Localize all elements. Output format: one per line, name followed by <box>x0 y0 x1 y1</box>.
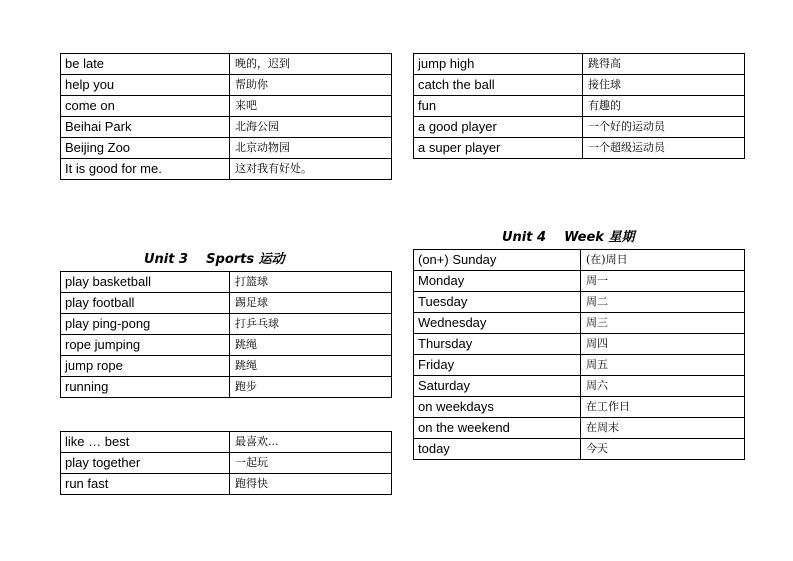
chinese-meaning: 跑步 <box>230 377 392 398</box>
chinese-meaning: 跳得高 <box>583 54 745 75</box>
chinese-meaning: 北海公园 <box>230 117 392 138</box>
unit-4-heading: Unit 4 Week 星期 <box>502 230 635 245</box>
table-row <box>414 397 745 418</box>
english-term: a good player <box>414 117 583 138</box>
table-row <box>61 314 392 335</box>
chinese-meaning: 来吧 <box>230 96 392 117</box>
chinese-meaning: 打乒乓球 <box>230 314 392 335</box>
english-term: catch the ball <box>414 75 583 96</box>
english-term: a super player <box>414 138 583 159</box>
english-term: on the weekend <box>414 418 581 439</box>
unit-3-heading: Unit 3 Sports 运动 <box>144 252 285 267</box>
table-row <box>414 334 745 355</box>
table-row <box>61 432 392 453</box>
table-row <box>414 292 745 313</box>
table-row <box>61 138 392 159</box>
chinese-meaning: 北京动物园 <box>230 138 392 159</box>
chinese-meaning: 踢足球 <box>230 293 392 314</box>
chinese-meaning: 跳绳 <box>230 335 392 356</box>
chinese-meaning: 周四 <box>581 334 745 355</box>
table-row <box>414 439 745 460</box>
chinese-meaning: 周六 <box>581 376 745 397</box>
english-term: Saturday <box>414 376 581 397</box>
chinese-meaning: 打篮球 <box>230 272 392 293</box>
table-row <box>61 272 392 293</box>
table-row <box>61 453 392 474</box>
table-row <box>414 418 745 439</box>
chinese-meaning: 周二 <box>581 292 745 313</box>
table-row <box>414 313 745 334</box>
chinese-meaning: 周三 <box>581 313 745 334</box>
table-row <box>61 96 392 117</box>
vocab-table-sports <box>60 271 392 398</box>
table-row <box>61 356 392 377</box>
table-row <box>414 376 745 397</box>
english-term: jump high <box>414 54 583 75</box>
chinese-meaning: 跳绳 <box>230 356 392 377</box>
english-term: Tuesday <box>414 292 581 313</box>
table-row <box>414 271 745 292</box>
table-row <box>61 293 392 314</box>
table-row <box>61 377 392 398</box>
chinese-meaning: 在工作日 <box>581 397 745 418</box>
english-term: play ping-pong <box>61 314 230 335</box>
english-term: play together <box>61 453 230 474</box>
chinese-meaning: 跑得快 <box>230 474 392 495</box>
table-row <box>414 355 745 376</box>
english-term: rope jumping <box>61 335 230 356</box>
table-row <box>414 138 745 159</box>
vocab-table-bottom-left <box>60 431 392 495</box>
table-row <box>61 75 392 96</box>
english-term: Monday <box>414 271 581 292</box>
table-row <box>414 96 745 117</box>
chinese-meaning: 在周末 <box>581 418 745 439</box>
chinese-meaning: 周一 <box>581 271 745 292</box>
table-row <box>61 335 392 356</box>
english-term: (on+) Sunday <box>414 250 581 271</box>
english-term: on weekdays <box>414 397 581 418</box>
english-term: Wednesday <box>414 313 581 334</box>
table-row <box>414 54 745 75</box>
english-term: help you <box>61 75 230 96</box>
vocab-table-top-left <box>60 53 392 180</box>
english-term: fun <box>414 96 583 117</box>
chinese-meaning: 一个好的运动员 <box>583 117 745 138</box>
chinese-meaning: 最喜欢... <box>230 432 392 453</box>
english-term: jump rope <box>61 356 230 377</box>
english-term: Thursday <box>414 334 581 355</box>
vocab-table-top-right <box>413 53 745 159</box>
table-row <box>61 159 392 180</box>
chinese-meaning: 一起玩 <box>230 453 392 474</box>
english-term: running <box>61 377 230 398</box>
chinese-meaning: 今天 <box>581 439 745 460</box>
english-term: Friday <box>414 355 581 376</box>
chinese-meaning: 这对我有好处。 <box>230 159 392 180</box>
chinese-meaning: 有趣的 <box>583 96 745 117</box>
table-row <box>61 54 392 75</box>
english-term: play football <box>61 293 230 314</box>
chinese-meaning: 接住球 <box>583 75 745 96</box>
vocab-table-week <box>413 249 745 460</box>
chinese-meaning: 一个超级运动员 <box>583 138 745 159</box>
english-term: like … best <box>61 432 230 453</box>
chinese-meaning: 晚的，迟到 <box>230 54 392 75</box>
english-term: be late <box>61 54 230 75</box>
english-term: It is good for me. <box>61 159 230 180</box>
chinese-meaning: 周五 <box>581 355 745 376</box>
table-row <box>61 117 392 138</box>
english-term: Beijing Zoo <box>61 138 230 159</box>
table-row <box>414 117 745 138</box>
english-term: Beihai Park <box>61 117 230 138</box>
english-term: run fast <box>61 474 230 495</box>
english-term: play basketball <box>61 272 230 293</box>
table-row <box>414 250 745 271</box>
chinese-meaning: 帮助你 <box>230 75 392 96</box>
table-row <box>61 474 392 495</box>
english-term: today <box>414 439 581 460</box>
chinese-meaning: (在)周日 <box>581 250 745 271</box>
english-term: come on <box>61 96 230 117</box>
table-row <box>414 75 745 96</box>
